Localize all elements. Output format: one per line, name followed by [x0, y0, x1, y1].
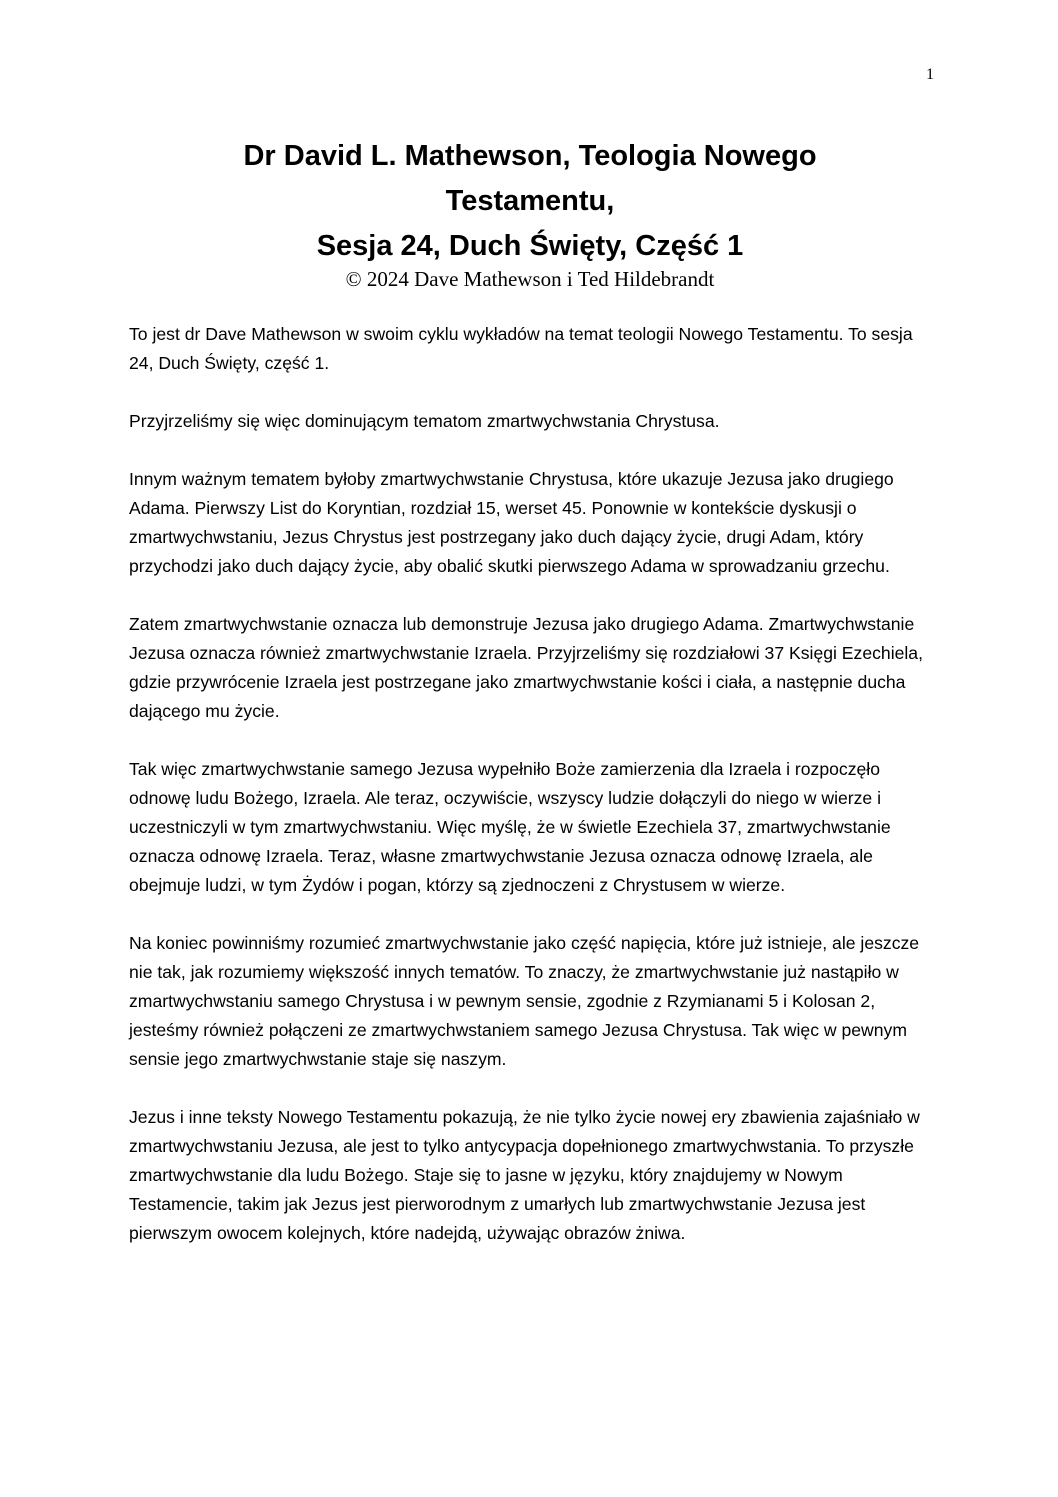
document-header: [130, 134, 930, 291]
paragraph: Innym ważnym tematem byłoby zmartwychwstanie Chrystusa, które ukazuje Jezusa jako drugiego Adama. Pierwszy List do Koryntian, rozdział 15, werset 45. Ponownie w kontekście dyskusji o zmartwychwstaniu, Jezus Chrystus jest postrzegany jako duch dający życie, drugi Adam, który przychodzi jako duch dający życie, aby obalić skutki pierwszego Adama w sprowadzaniu grzechu.: [129, 469, 894, 576]
paragraph: Na koniec powinniśmy rozumieć zmartwychwstanie jako część napięcia, które już istnieje, ale jeszcze nie tak, jak rozumiemy większość innych tematów. To znaczy, że zmartwychwstanie już nastąpiło w zmartwychwstaniu samego Chrystusa i w pewnym sensie, zgodnie z Rzymianami 5 i Kolosan 2, jesteśmy również połączeni ze zmartwychwstaniem samego Jezusa Chrystusa. Tak więc w pewnym sensie jego zmartwychwstanie staje się naszym.: [129, 933, 920, 1069]
page-number: 1: [926, 66, 934, 83]
paragraph: Tak więc zmartwychwstanie samego Jezusa wypełniło Boże zamierzenia dla Izraela i rozpoczęło odnowę ludu Bożego, Izraela. Ale teraz, oczywiście, wszyscy ludzie dołączyli do niego w wierze i uczestniczyli w tym zmartwychwstaniu. Więc myślę, że w świetle Ezechiela 37, zmartwychwstanie oznacza odnowę Izraela. Teraz, własne zmartwychwstanie Jezusa oznacza odnowę Izraela, ale obejmuje ludzi, w tym Żydów i pogan, którzy są zjednoczeni z Chrystusem w wierze.: [129, 759, 891, 895]
copyright-notice: © 2024 Dave Mathewson i Ted Hildebrandt: [345, 267, 715, 291]
paragraph: Jezus i inne teksty Nowego Testamentu pokazują, że nie tylko życie nowej ery zbawienia zajaśniało w zmartwychwstaniu Jezusa, ale jest to tylko antycypacja dopełnionego zmartwychwstania. To przyszłe zmartwychwstanie dla ludu Bożego. Staje się to jasne w języku, który znajdujemy w Nowym Testamencie, takim jak Jezus jest pierworodnym z umarłych lub zmartwychwstanie Jezusa jest pierwszym owocem kolejnych, które nadejdą, używając obrazów żniwa.: [129, 1107, 920, 1243]
document-title-line-1: Dr David L. Mathewson, Teologia Nowego: [243, 140, 817, 172]
paragraph: Zatem zmartwychwstanie oznacza lub demonstruje Jezusa jako drugiego Adama. Zmartwychwstanie Jezusa oznacza również zmartwychwstanie Izraela. Przyjrzeliśmy się rozdziałowi 37 Księgi Ezechiela, gdzie przywrócenie Izraela jest postrzegane jako zmartwychwstanie kości i ciała, a następnie ducha dającego mu życie.: [129, 614, 923, 721]
paragraph: To jest dr Dave Mathewson w swoim cyklu wykładów na temat teologii Nowego Testamentu. To sesja 24, Duch Święty, część 1.: [129, 324, 913, 373]
document-body: [129, 320, 934, 1277]
document-subtitle: Sesja 24, Duch Święty, Część 1: [316, 230, 744, 262]
document-title-line-2: Testamentu,: [445, 185, 615, 217]
paragraph: Przyjrzeliśmy się więc dominującym tematom zmartwychwstania Chrystusa.: [129, 411, 720, 431]
